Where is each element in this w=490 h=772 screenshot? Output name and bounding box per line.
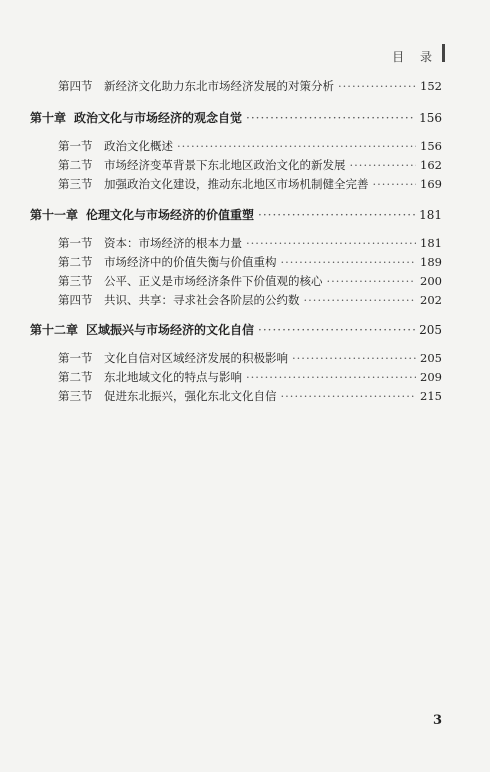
toc-chapter[interactable] — [30, 321, 442, 338]
toc-entry[interactable] — [58, 138, 442, 154]
toc-entry-title: 公平、正义是市场经济条件下价值观的核心 — [104, 274, 323, 288]
toc-entry[interactable] — [58, 157, 442, 173]
toc-entry-page: 162 — [420, 158, 442, 172]
toc-chapter-title: 政治文化与市场经济的观念自觉 — [74, 111, 243, 125]
toc-entry-page: 181 — [420, 236, 442, 250]
leader-dots — [258, 323, 415, 337]
toc-entry[interactable] — [58, 254, 442, 270]
toc-entry-label: 第二节 — [58, 370, 93, 384]
toc-entry-page: 152 — [420, 79, 442, 93]
toc-chapter-page: 205 — [419, 323, 442, 337]
toc-chapter-label: 第十二章 — [30, 323, 79, 337]
toc-chapter-label: 第十一章 — [30, 208, 79, 222]
leader-dots — [177, 139, 416, 153]
toc-chapter-label: 第十章 — [30, 111, 67, 125]
toc-entry-page: 209 — [420, 370, 442, 384]
toc-entry[interactable] — [58, 235, 442, 251]
toc-entry-title: 政治文化概述 — [104, 139, 173, 153]
toc-entry-page: 215 — [420, 389, 442, 403]
leader-dots — [304, 293, 417, 307]
toc-entry-title: 共识、共享：寻求社会各阶层的公约数 — [104, 293, 300, 307]
leader-dots — [281, 255, 417, 269]
toc-entry-title: 东北地域文化的特点与影响 — [104, 370, 242, 384]
toc-entry-label: 第三节 — [58, 177, 93, 191]
leader-dots — [246, 370, 416, 384]
toc-entry[interactable] — [58, 273, 442, 289]
leader-dots — [258, 208, 415, 222]
leader-dots — [292, 351, 416, 365]
toc-chapter[interactable] — [30, 109, 442, 126]
toc-entry-label: 第一节 — [58, 139, 93, 153]
toc-entry-page: 202 — [420, 293, 442, 307]
toc-entry-title: 市场经济变革背景下东北地区政治文化的新发展 — [104, 158, 346, 172]
toc-entry-label: 第三节 — [58, 274, 93, 288]
leader-dots — [338, 79, 416, 93]
toc-entry-page: 169 — [420, 177, 442, 191]
toc-entry-title: 市场经济中的价值失衡与价值重构 — [104, 255, 277, 269]
leader-dots — [246, 236, 416, 250]
toc-entry[interactable] — [58, 388, 442, 404]
leader-dots — [246, 111, 415, 125]
toc-chapter-page: 181 — [419, 208, 442, 222]
toc-entry-label: 第一节 — [58, 351, 93, 365]
toc-chapter[interactable] — [30, 206, 442, 223]
toc-entry-title: 新经济文化助力东北市场经济发展的对策分析 — [104, 79, 334, 93]
toc-entry-title: 加强政治文化建设，推动东北地区市场机制健全完善 — [104, 177, 369, 191]
leader-dots — [350, 158, 417, 172]
toc-entry[interactable] — [58, 292, 442, 308]
toc-entry[interactable] — [58, 369, 442, 385]
toc-entry-label: 第四节 — [58, 79, 93, 93]
page-number: 3 — [432, 713, 442, 728]
toc-entry-label: 第二节 — [58, 158, 93, 172]
toc-entry-page: 205 — [420, 351, 442, 365]
leader-dots — [373, 177, 417, 191]
toc-entry-label: 第四节 — [58, 293, 93, 307]
toc-entry[interactable] — [58, 176, 442, 192]
toc-entry-label: 第三节 — [58, 389, 93, 403]
toc-entry-title: 资本：市场经济的根本力量 — [104, 236, 242, 250]
toc-entry-title: 文化自信对区域经济发展的积极影响 — [104, 351, 288, 365]
toc-entry-page: 189 — [420, 255, 442, 269]
toc-entry-page: 200 — [420, 274, 442, 288]
leader-dots — [281, 389, 417, 403]
leader-dots — [327, 274, 417, 288]
toc-entry[interactable] — [58, 78, 442, 94]
toc-chapter-title: 区域振兴与市场经济的文化自信 — [86, 323, 255, 337]
toc-entry-title: 促进东北振兴，强化东北文化自信 — [104, 389, 277, 403]
toc-chapter-title: 伦理文化与市场经济的价值重塑 — [86, 208, 255, 222]
toc-entry-label: 第一节 — [58, 236, 93, 250]
toc-chapter-page: 156 — [419, 111, 442, 125]
running-header: 目 录 — [392, 50, 438, 64]
toc-entry-label: 第二节 — [58, 255, 93, 269]
toc-entry-page: 156 — [420, 139, 442, 153]
header-rule — [442, 44, 445, 62]
toc-entry[interactable] — [58, 350, 442, 366]
